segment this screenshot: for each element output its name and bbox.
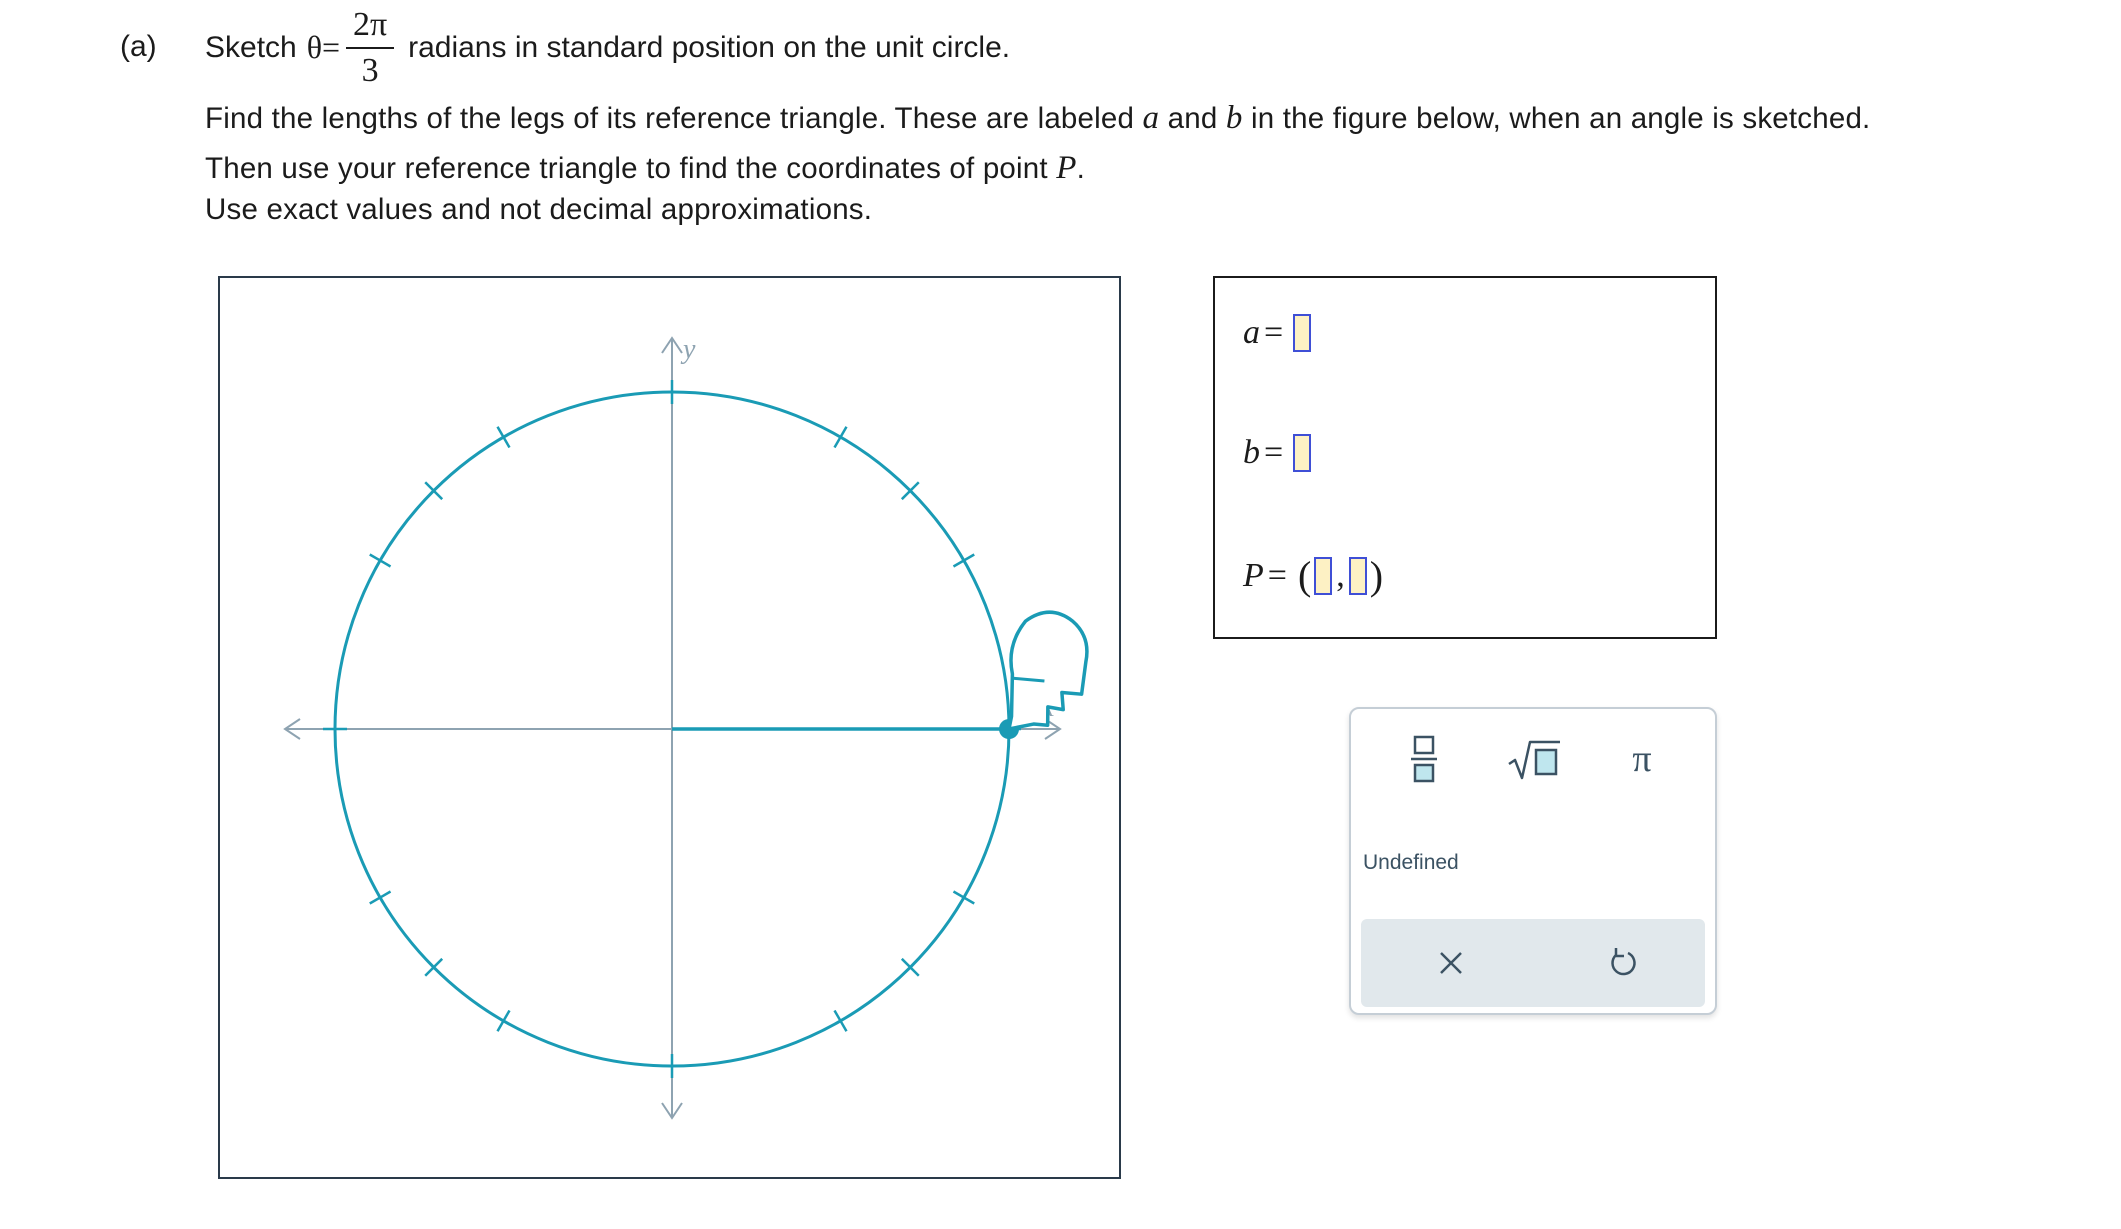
instruction-line-1: Find the lengths of the legs of its reference triangle. These are labeled a and b in the figure below, when an angle is sketched. bbox=[205, 100, 1871, 136]
comma: , bbox=[1336, 556, 1345, 594]
pi-label: π bbox=[1632, 738, 1652, 780]
answer-b-label: b bbox=[1243, 434, 1260, 471]
axes bbox=[285, 334, 1060, 1118]
close-paren: ) bbox=[1369, 553, 1384, 598]
answer-p-equals: = bbox=[1267, 556, 1287, 594]
answer-p-y-input[interactable] bbox=[1349, 557, 1367, 595]
sketch-suffix: radians in standard position on the unit circle. bbox=[408, 30, 1011, 64]
var-b: b bbox=[1225, 100, 1243, 136]
pi-button[interactable] bbox=[1607, 729, 1677, 789]
fraction-button[interactable] bbox=[1389, 729, 1459, 789]
hand-pointer-icon[interactable] bbox=[963, 598, 1114, 746]
instruction-line-3: Use exact values and not decimal approximations. bbox=[205, 193, 873, 226]
undefined-button[interactable]: Undefined bbox=[1363, 851, 1459, 874]
var-a: a bbox=[1142, 100, 1160, 136]
answer-a-row bbox=[1243, 314, 1311, 352]
fraction-icon bbox=[1404, 729, 1444, 789]
answer-p-row bbox=[1243, 552, 1384, 599]
angle-fraction bbox=[346, 5, 394, 91]
open-paren: ( bbox=[1297, 553, 1312, 598]
undo-button[interactable] bbox=[1593, 933, 1653, 993]
fraction-numerator: 2π bbox=[353, 5, 388, 43]
y-axis-label: y bbox=[683, 334, 696, 365]
clear-icon bbox=[1436, 948, 1466, 978]
circle-tick-mark bbox=[835, 1010, 847, 1031]
answer-p-label: P bbox=[1243, 556, 1264, 594]
answer-panel bbox=[1213, 276, 1717, 639]
clear-button[interactable] bbox=[1421, 933, 1481, 993]
palette-footer bbox=[1361, 919, 1705, 1007]
answer-b-input[interactable] bbox=[1293, 434, 1311, 472]
sketch-prefix: Sketch bbox=[205, 30, 297, 64]
sqrt-button[interactable] bbox=[1499, 729, 1569, 789]
math-palette bbox=[1349, 707, 1717, 1015]
fraction-bar bbox=[346, 47, 394, 49]
answer-b-equals: = bbox=[1264, 434, 1284, 471]
answer-p-x-input[interactable] bbox=[1314, 557, 1332, 595]
circle-tick-mark bbox=[370, 555, 391, 567]
theta-symbol: θ= bbox=[306, 29, 341, 65]
question-line-1 bbox=[205, 0, 1010, 95]
circle-tick-mark bbox=[498, 1010, 510, 1031]
undo-icon bbox=[1606, 946, 1640, 980]
part-label: (a) bbox=[120, 30, 157, 63]
circle-tick-mark bbox=[953, 555, 974, 567]
fraction-denominator: 3 bbox=[361, 51, 379, 89]
sqrt-icon bbox=[1506, 734, 1562, 784]
instruction-line-2: Then use your reference triangle to find the coordinates of point P. bbox=[205, 150, 1085, 186]
unit-circle-graph[interactable] bbox=[218, 276, 1121, 1179]
circle-tick-mark bbox=[370, 892, 391, 904]
answer-a-equals: = bbox=[1264, 314, 1284, 351]
angle-drag-handle[interactable] bbox=[963, 598, 1114, 746]
answer-b-row bbox=[1243, 434, 1311, 472]
circle-tick-mark bbox=[953, 892, 974, 904]
point-p-input-group bbox=[1297, 552, 1384, 599]
var-p: P bbox=[1056, 150, 1077, 186]
answer-a-input[interactable] bbox=[1293, 314, 1311, 352]
answer-a-label: a bbox=[1243, 314, 1260, 351]
circle-tick-mark bbox=[498, 427, 510, 448]
unit-circle-svg[interactable] bbox=[220, 278, 1119, 1177]
circle-tick-mark bbox=[835, 427, 847, 448]
